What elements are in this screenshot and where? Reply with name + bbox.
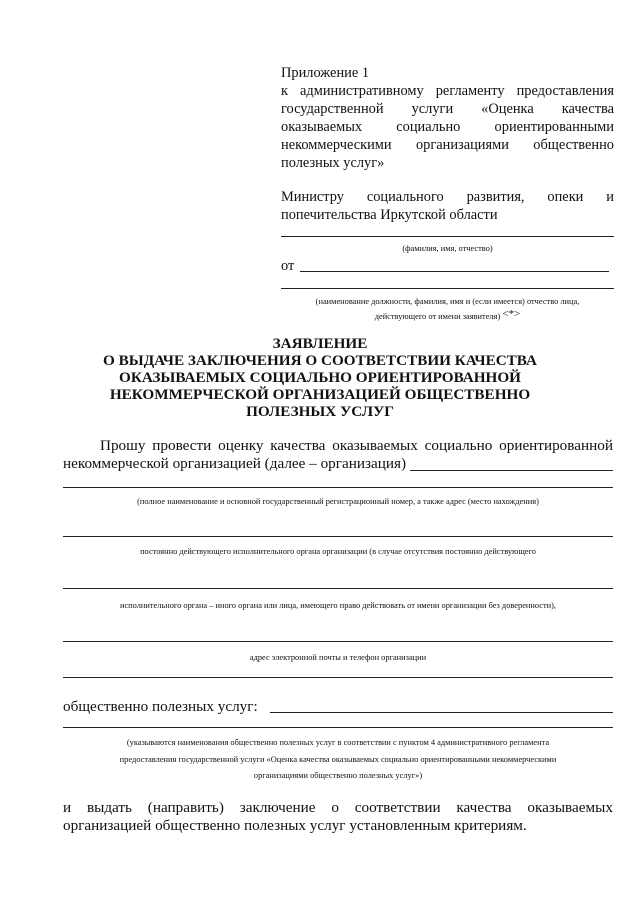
word: заключение bbox=[239, 799, 316, 816]
services-label: общественно полезных услуг: bbox=[63, 698, 258, 715]
organization-field-line-4[interactable] bbox=[63, 588, 613, 589]
applicant-field-line[interactable] bbox=[281, 288, 614, 289]
addressee-line-1 bbox=[281, 188, 614, 206]
caption-services-2: предоставления государственной услуги «Оценка качества оказываемых социально ориентированными некоммерческими bbox=[119, 755, 557, 764]
appendix-title: Приложение 1 bbox=[281, 65, 370, 81]
word: ориентированной bbox=[499, 437, 613, 454]
word: социального bbox=[366, 189, 444, 205]
caption-org-4: адрес электронной почты и телефон организации bbox=[249, 653, 427, 662]
word: государственной bbox=[281, 101, 384, 117]
word: оказываемых bbox=[527, 799, 613, 816]
word: оценку bbox=[218, 437, 264, 454]
appendix-line-3 bbox=[281, 118, 614, 136]
word: Министру bbox=[281, 189, 344, 205]
word: социально bbox=[424, 437, 493, 454]
applicant-caption-2 bbox=[281, 309, 614, 322]
organization-field-line-6[interactable] bbox=[63, 677, 613, 678]
heading-line: ПОЛЕЗНЫХ УСЛУГ bbox=[246, 403, 394, 420]
word: предоставления bbox=[516, 83, 614, 99]
caption-org-1: (полное наименование и основной государственный регистрационный номер, а также адрес (место нахождения) bbox=[137, 497, 539, 506]
word: качества bbox=[270, 437, 326, 454]
word: организациями bbox=[415, 137, 509, 153]
organization-field-line-1[interactable] bbox=[410, 470, 613, 471]
word: административному bbox=[300, 83, 424, 99]
heading-line: НЕКОММЕРЧЕСКОЙ ОРГАНИЗАЦИЕЙ ОБЩЕСТВЕННО bbox=[109, 386, 531, 403]
fio-caption: (фамилия, имя, отчество) bbox=[402, 244, 493, 253]
word: социально bbox=[396, 119, 461, 135]
from-field-line[interactable] bbox=[300, 271, 609, 272]
organization-field-line-2[interactable] bbox=[63, 487, 613, 488]
word: выдать bbox=[86, 799, 132, 816]
word: опеки bbox=[547, 189, 584, 205]
heading-line: О ВЫДАЧЕ ЗАКЛЮЧЕНИЯ О СООТВЕТСТВИИ КАЧЕСТВА bbox=[103, 352, 537, 369]
appendix-line-1 bbox=[281, 82, 614, 100]
heading-line: ЗАЯВЛЕНИЕ bbox=[272, 335, 368, 352]
applicant-caption-2-text: действующего от имени заявителя) bbox=[374, 312, 501, 321]
heading-line: ОКАЗЫВАЕМЫХ СОЦИАЛЬНО ОРИЕНТИРОВАННОЙ bbox=[119, 369, 521, 386]
request-line-1 bbox=[100, 436, 613, 456]
caption-org-2: постоянно действующего исполнительного органа организации (в случае отсутствия постоянно действующего bbox=[140, 547, 536, 556]
word: Прошу bbox=[100, 437, 146, 454]
request-line-2: некоммерческой организацией (далее – организация) bbox=[63, 455, 407, 472]
from-label: от bbox=[281, 258, 295, 274]
word: общественно bbox=[533, 137, 614, 153]
organization-field-line-5[interactable] bbox=[63, 641, 613, 642]
word: качества bbox=[456, 799, 512, 816]
word: провести bbox=[152, 437, 212, 454]
word: развития, bbox=[466, 189, 525, 205]
caption-services-1: (указываются наименования общественно полезных услуг в соответствии с пунктом 4 административного регламента bbox=[126, 738, 550, 747]
word: оказываемых bbox=[281, 119, 363, 135]
caption-services-3: организациями общественно полезных услуг») bbox=[253, 771, 423, 780]
word: (направить) bbox=[147, 799, 224, 816]
appendix-line-4 bbox=[281, 136, 614, 154]
word: оказываемых bbox=[332, 437, 418, 454]
word: о bbox=[331, 799, 339, 816]
word: и bbox=[63, 799, 72, 816]
document-heading bbox=[40, 335, 600, 420]
organization-field-line-3[interactable] bbox=[63, 536, 613, 537]
word: соответствии bbox=[354, 799, 441, 816]
word: ориентированными bbox=[494, 119, 614, 135]
closing-line-1 bbox=[63, 798, 613, 818]
word: регламенту bbox=[435, 83, 505, 99]
services-field-line-2[interactable] bbox=[63, 727, 613, 728]
word: к bbox=[281, 83, 288, 99]
word: и bbox=[606, 189, 614, 205]
closing-line-2: организацией общественно полезных услуг установленным критериям. bbox=[63, 817, 527, 834]
appendix-last-line: полезных услуг» bbox=[281, 155, 385, 171]
word: «Оценка bbox=[481, 101, 534, 117]
word: качества bbox=[561, 101, 614, 117]
word: некоммерческими bbox=[281, 137, 392, 153]
appendix-line-2 bbox=[281, 100, 614, 118]
applicant-caption-1: (наименование должности, фамилия, имя и (если имеется) отчество лица, bbox=[315, 297, 580, 306]
footnote-mark: <*> bbox=[502, 308, 521, 320]
services-field-line-1[interactable] bbox=[270, 712, 613, 713]
caption-org-3: исполнительного органа – иного органа или лица, имеющего право действовать от имени организации без доверенности), bbox=[119, 601, 557, 610]
word: услуги bbox=[411, 101, 454, 117]
addressee-line-2: попечительства Иркутской области bbox=[281, 207, 498, 223]
fio-field-line[interactable] bbox=[281, 236, 614, 237]
